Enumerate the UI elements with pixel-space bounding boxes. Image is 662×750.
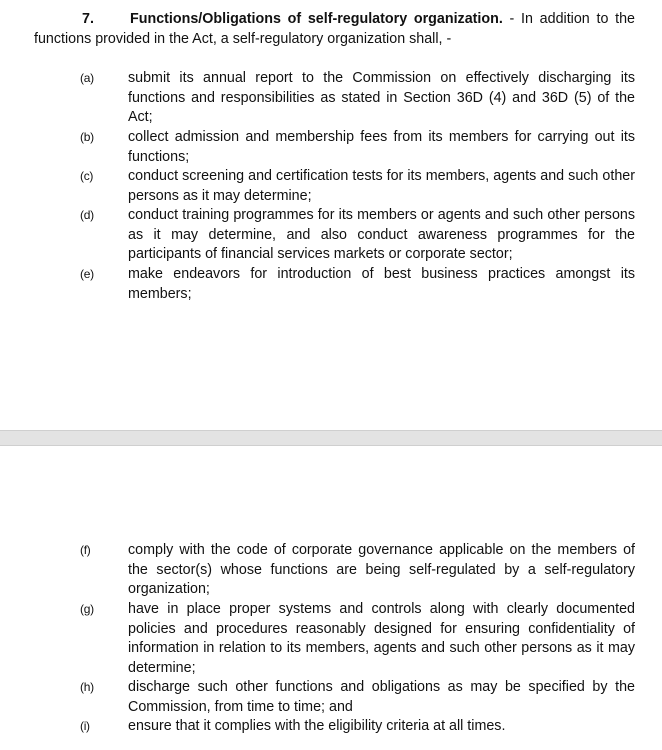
item-marker: (g) bbox=[80, 602, 94, 616]
section-title: Functions/Obligations of self-regulatory organization. bbox=[130, 11, 503, 27]
section-number: 7. bbox=[82, 11, 94, 27]
item-text: make endeavors for introduction of best business practices amongst its members; bbox=[128, 266, 635, 302]
item-marker: (b) bbox=[80, 130, 94, 144]
document-page-bottom bbox=[0, 446, 662, 750]
item-marker: (a) bbox=[80, 71, 94, 85]
page-separator bbox=[0, 430, 662, 446]
item-marker: (i) bbox=[80, 719, 90, 733]
item-text: conduct screening and certification tests for its members, agents and such other persons as it may determine; bbox=[128, 168, 635, 204]
item-marker: (d) bbox=[80, 208, 94, 222]
item-text: comply with the code of corporate governance applicable on the members of the sector(s) whose functions are being self-regulated by a self-regulatory organization; bbox=[128, 542, 635, 597]
section-intro: - In addition to the functions provided in the Act, a self-regulatory organization shall, - bbox=[34, 11, 635, 47]
item-marker: (f) bbox=[80, 543, 91, 557]
item-text: conduct training programmes for its members or agents and such other persons as it may determine, and also conduct awareness programmes for the participants of financial services markets or corporate sector; bbox=[128, 207, 635, 262]
item-text: have in place proper systems and controls along with clearly documented policies and procedures reasonably designed for ensuring confidentiality of information in relation to its members, agents and such other persons as it may determine; bbox=[128, 601, 635, 676]
item-marker: (e) bbox=[80, 267, 94, 281]
item-text: ensure that it complies with the eligibility criteria at all times. bbox=[128, 718, 506, 734]
item-text: discharge such other functions and obligations as may be specified by the Commission, from time to time; and bbox=[128, 679, 635, 715]
item-text: submit its annual report to the Commission on effectively discharging its functions and responsibilities as stated in Section 36D (4) and 36D (5) of the Act; bbox=[128, 70, 635, 125]
item-text: collect admission and membership fees from its members for carrying out its functions; bbox=[128, 129, 635, 165]
item-marker: (c) bbox=[80, 169, 94, 183]
item-marker: (h) bbox=[80, 680, 94, 694]
section-heading bbox=[34, 9, 635, 49]
